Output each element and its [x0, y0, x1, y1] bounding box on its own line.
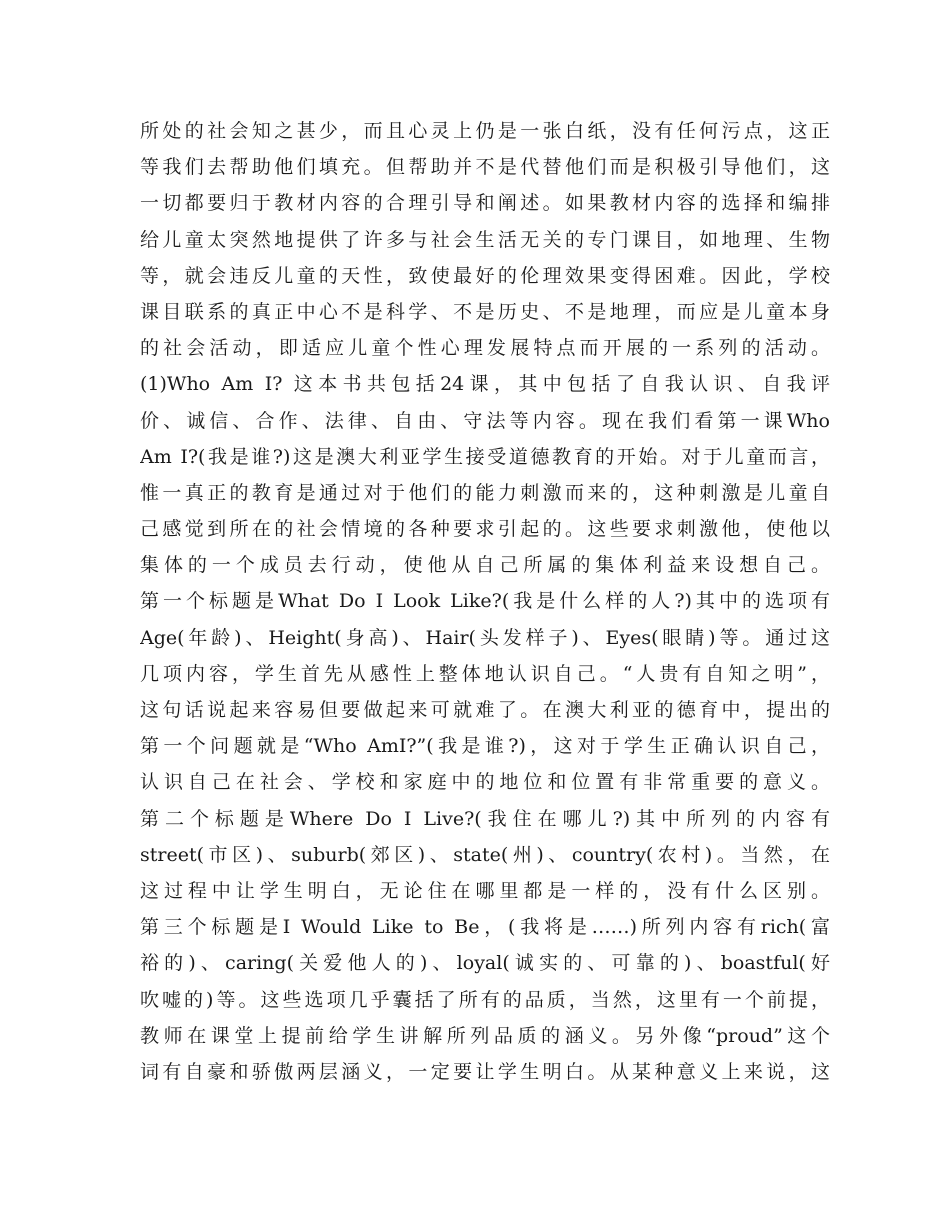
text-line: 给儿童太突然地提供了许多与社会生活无关的专门课目，如地理、生物	[140, 228, 830, 251]
text-line: 第二个标题是Where Do I Live?(我住在哪儿?)其中所列的内容有	[140, 807, 830, 830]
text-line: 几项内容，学生首先从感性上整体地认识自己。“人贵有自知之明”，	[140, 662, 830, 685]
text-line: 词有自豪和骄傲两层涵义，一定要让学生明白。从某种意义上来说，这	[140, 1060, 830, 1083]
text-line: 认识自己在社会、学校和家庭中的地位和位置有非常重要的意义。	[140, 771, 830, 794]
text-line: 集体的一个成员去行动，使他从自己所属的集体利益来设想自己。	[140, 554, 830, 577]
text-line: 这句话说起来容易但要做起来可就难了。在澳大利亚的德育中，提出的	[140, 699, 830, 721]
text-line: 等，就会违反儿童的天性，致使最好的伦理效果变得困难。因此，学校	[140, 264, 830, 287]
text-line: 等我们去帮助他们填充。但帮助并不是代替他们而是积极引导他们，这	[140, 156, 830, 179]
body-text	[140, 113, 830, 1090]
text-line: 的社会活动，即适应儿童个性心理发展特点而开展的一系列的活动。	[140, 337, 830, 360]
text-line: 裕的)、caring(关爱他人的)、loyal(诚实的、可靠的)、boastful(好	[140, 952, 830, 975]
text-line: Age(年龄)、Height(身高)、Hair(头发样子)、Eyes(眼睛)等。通过这	[140, 626, 830, 649]
text-line: 第三个标题是I Would Like to Be，(我将是……)所列内容有rich(富	[140, 916, 830, 939]
text-line: 价、诚信、合作、法律、自由、守法等内容。现在我们看第一课Who	[140, 409, 830, 432]
text-line: 惟一真正的教育是通过对于他们的能力刺激而来的，这种刺激是儿童自	[140, 481, 830, 504]
text-line: 第一个问题就是“Who AmI?”(我是谁?)，这对于学生正确认识自己，	[140, 735, 830, 758]
text-line: 教师在课堂上提前给学生讲解所列品质的涵义。另外像“proud”这个	[140, 1024, 830, 1047]
text-line: 课目联系的真正中心不是科学、不是历史、不是地理，而应是儿童本身	[140, 300, 830, 323]
text-line: street(市区)、suburb(郊区)、state(州)、country(农村)。当然，在	[140, 843, 830, 866]
text-line: Am I?(我是谁?)这是澳大利亚学生接受道德教育的开始。对于儿童而言，	[140, 445, 830, 468]
text-line: 一切都要归于教材内容的合理引导和阐述。如果教材内容的选择和编排	[140, 192, 830, 215]
text-line: 己感觉到所在的社会情境的各种要求引起的。这些要求刺激他，使他以	[140, 518, 830, 541]
text-line: 这过程中让学生明白，无论住在哪里都是一样的，没有什么区别。	[140, 879, 830, 902]
text-line: (1)Who Am I? 这本书共包括24课，其中包括了自我认识、自我评	[140, 373, 830, 396]
text-line: 吹嘘的)等。这些选项几乎囊括了所有的品质，当然，这里有一个前提，	[140, 988, 830, 1011]
text-line: 第一个标题是What Do I Look Like?(我是什么样的人?)其中的选项有	[140, 590, 830, 613]
text-line: 所处的社会知之甚少，而且心灵上仍是一张白纸，没有任何污点，这正	[140, 120, 830, 142]
